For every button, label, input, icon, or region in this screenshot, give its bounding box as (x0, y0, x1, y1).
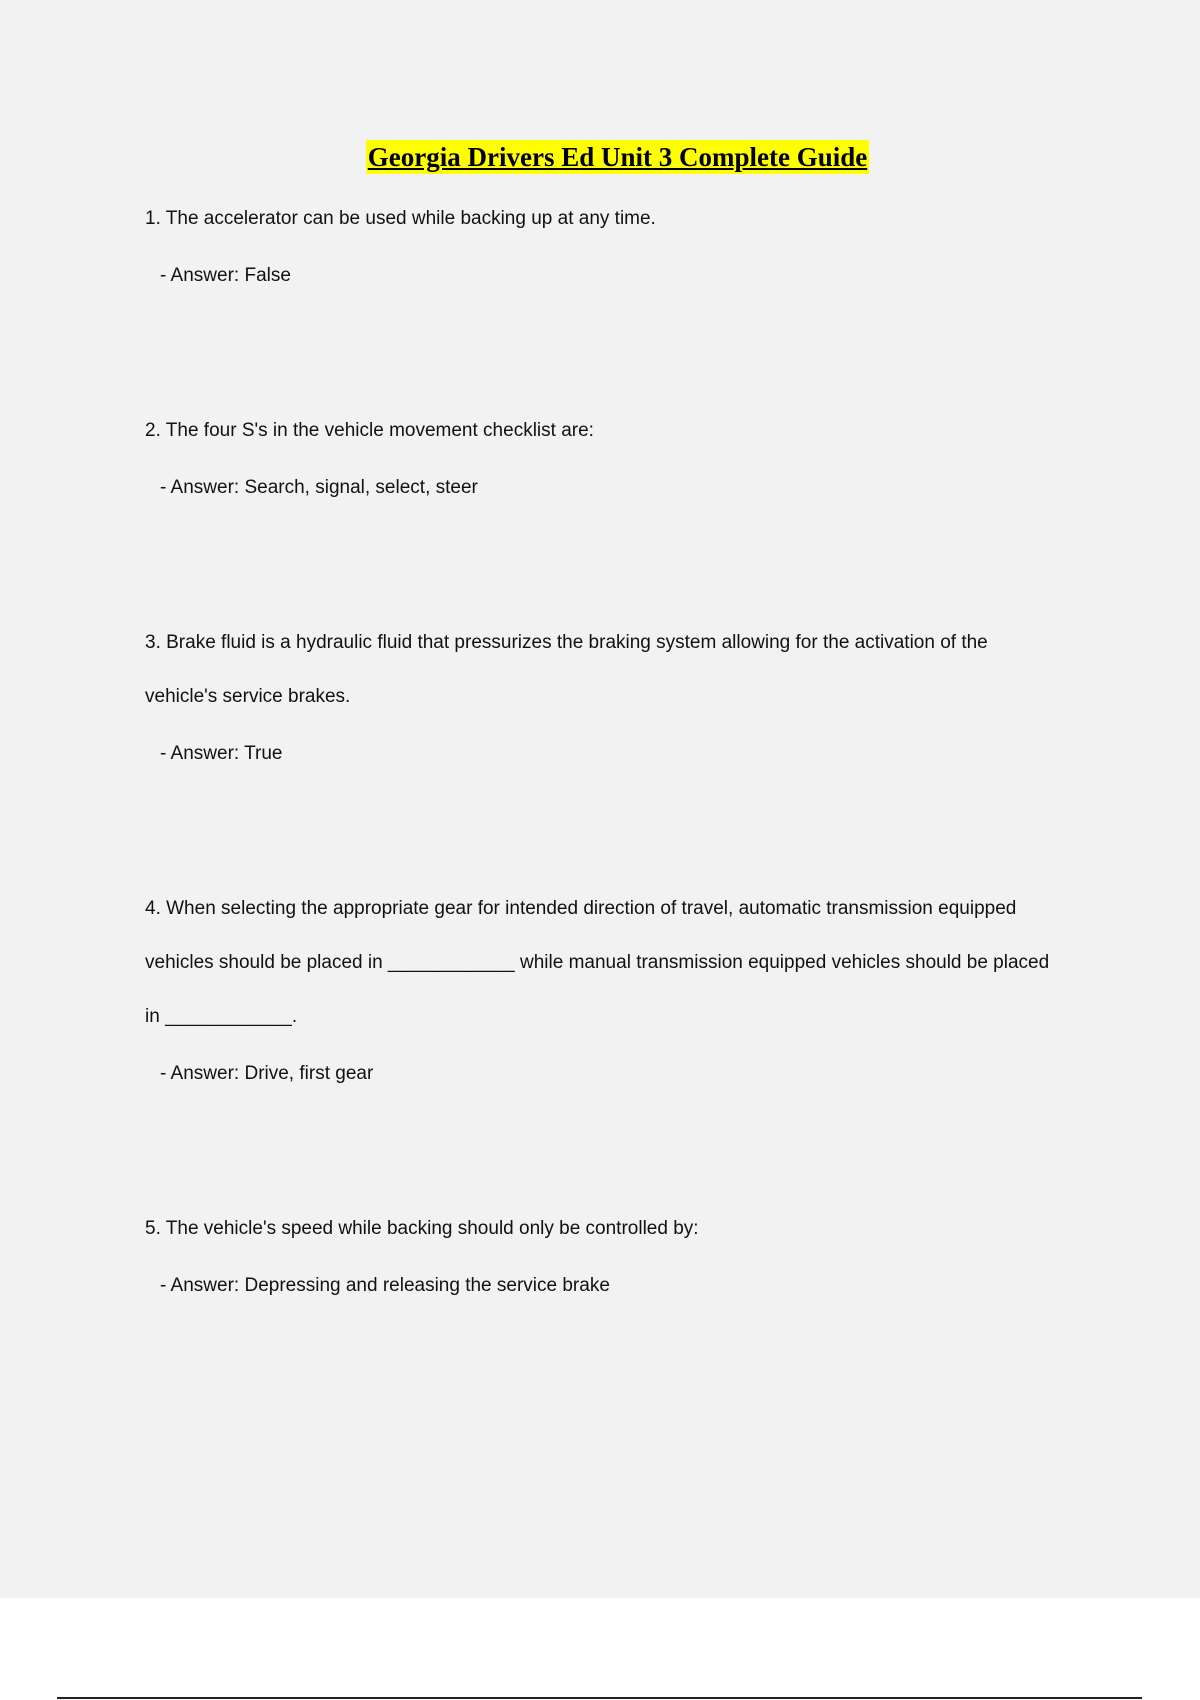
answer-2: - Answer: Search, signal, select, steer (160, 477, 478, 498)
question-3: 3. Brake fluid is a hydraulic fluid that pressurizes the braking system allowing for the activation of the vehicle's service brakes. (145, 632, 988, 707)
question-2: 2. The four S's in the vehicle movement checklist are: (145, 420, 594, 441)
page-divider (57, 1697, 1142, 1699)
title-container (145, 140, 1090, 174)
spacer (145, 501, 1065, 616)
qa-item-2 (145, 404, 1065, 501)
answer-5: - Answer: Depressing and releasing the service brake (160, 1275, 610, 1296)
document-content (145, 140, 1065, 1299)
qa-item-4 (145, 882, 1065, 1087)
spacer (145, 289, 1065, 404)
question-5: 5. The vehicle's speed while backing should only be controlled by: (145, 1218, 699, 1239)
question-4: 4. When selecting the appropriate gear for intended direction of travel, automatic transmission equipped vehicles should be placed in ____________ while manual transmission equipped vehicles should be placed in ____________. (145, 898, 1050, 1027)
qa-item-5 (145, 1202, 1065, 1299)
answer-4: - Answer: Drive, first gear (160, 1063, 374, 1084)
spacer (145, 1087, 1065, 1202)
qa-item-1 (145, 192, 1065, 289)
document-title: Georgia Drivers Ed Unit 3 Complete Guide (367, 142, 868, 172)
question-1: 1. The accelerator can be used while backing up at any time. (145, 208, 656, 229)
qa-item-3 (145, 616, 1065, 767)
answer-1: - Answer: False (160, 265, 291, 286)
spacer (145, 767, 1065, 882)
answer-3: - Answer: True (160, 743, 283, 764)
